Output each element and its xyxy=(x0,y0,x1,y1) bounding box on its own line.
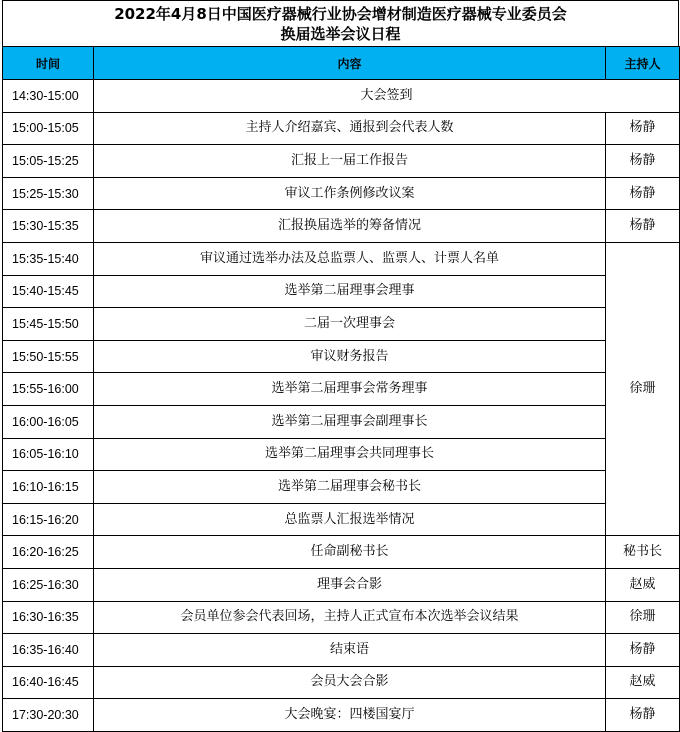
row-content: 汇报上一届工作报告 xyxy=(94,145,606,178)
row-time: 16:15-16:20 xyxy=(3,503,94,536)
row-time: 17:30-20:30 xyxy=(3,699,94,732)
row-time: 15:35-15:40 xyxy=(3,242,94,275)
row-host: 杨静 xyxy=(606,634,680,667)
row-time: 16:00-16:05 xyxy=(3,405,94,438)
table-row xyxy=(3,601,680,634)
row-time: 15:25-15:30 xyxy=(3,177,94,210)
row-content: 会员单位参会代表回场，主持人正式宣布本次选举会议结果 xyxy=(94,601,606,634)
table-row xyxy=(3,503,680,536)
row-content: 选举第二届理事会共同理事长 xyxy=(94,438,606,471)
title-line-2: 换届选举会议日程 xyxy=(280,24,401,43)
row-content: 选举第二届理事会理事 xyxy=(94,275,606,308)
header-content: 内容 xyxy=(94,47,606,80)
row-time: 15:45-15:50 xyxy=(3,308,94,341)
row-host: 杨静 xyxy=(606,210,680,243)
agenda-sheet xyxy=(2,0,679,732)
table-row xyxy=(3,112,680,145)
header-row xyxy=(3,47,680,80)
row-host: 秘书长 xyxy=(606,536,680,569)
table-row xyxy=(3,210,680,243)
table-row xyxy=(3,340,680,373)
row-time: 16:40-16:45 xyxy=(3,666,94,699)
row-content: 理事会合影 xyxy=(94,568,606,601)
row-content: 大会晚宴：四楼国宴厅 xyxy=(94,699,606,732)
row-content: 总监票人汇报选举情况 xyxy=(94,503,606,536)
row-content: 汇报换届选举的筹备情况 xyxy=(94,210,606,243)
row-content: 会员大会合影 xyxy=(94,666,606,699)
table-row xyxy=(3,405,680,438)
row-content: 任命副秘书长 xyxy=(94,536,606,569)
row-time: 16:10-16:15 xyxy=(3,471,94,504)
row-time: 16:35-16:40 xyxy=(3,634,94,667)
row-content: 审议通过选举办法及总监票人、监票人、计票人名单 xyxy=(94,242,606,275)
row-content: 主持人介绍嘉宾、通报到会代表人数 xyxy=(94,112,606,145)
table-row xyxy=(3,568,680,601)
row-host: 杨静 xyxy=(606,145,680,178)
row-content: 二届一次理事会 xyxy=(94,308,606,341)
row-host: 杨静 xyxy=(606,699,680,732)
table-row xyxy=(3,308,680,341)
table-row xyxy=(3,80,680,113)
table-row xyxy=(3,242,680,275)
row-content: 选举第二届理事会副理事长 xyxy=(94,405,606,438)
row-time: 15:50-15:55 xyxy=(3,340,94,373)
agenda-table xyxy=(2,46,680,732)
header-time: 时间 xyxy=(3,47,94,80)
title-line-1: 2022年4月8日中国医疗器械行业协会增材制造医疗器械专业委员会 xyxy=(114,4,567,23)
table-row xyxy=(3,634,680,667)
row-host: 徐珊 xyxy=(606,601,680,634)
row-time: 15:55-16:00 xyxy=(3,373,94,406)
table-row xyxy=(3,373,680,406)
row-time: 15:05-15:25 xyxy=(3,145,94,178)
row-time: 14:30-15:00 xyxy=(3,80,94,113)
row-host: 杨静 xyxy=(606,177,680,210)
table-row xyxy=(3,438,680,471)
row-host-merged: 徐珊 xyxy=(606,242,680,535)
row-time: 15:30-15:35 xyxy=(3,210,94,243)
row-content: 审议工作条例修改议案 xyxy=(94,177,606,210)
table-row xyxy=(3,471,680,504)
row-time: 16:25-16:30 xyxy=(3,568,94,601)
row-host: 赵威 xyxy=(606,666,680,699)
row-host: 杨静 xyxy=(606,112,680,145)
row-time: 15:00-15:05 xyxy=(3,112,94,145)
row-time: 16:30-16:35 xyxy=(3,601,94,634)
table-row xyxy=(3,177,680,210)
header-host: 主持人 xyxy=(606,47,680,80)
row-content: 大会签到 xyxy=(94,80,680,113)
row-time: 15:40-15:45 xyxy=(3,275,94,308)
row-host: 赵威 xyxy=(606,568,680,601)
row-time: 16:20-16:25 xyxy=(3,536,94,569)
row-time: 16:05-16:10 xyxy=(3,438,94,471)
table-row xyxy=(3,275,680,308)
row-content: 选举第二届理事会常务理事 xyxy=(94,373,606,406)
row-content: 选举第二届理事会秘书长 xyxy=(94,471,606,504)
document-title xyxy=(2,0,679,46)
row-content: 审议财务报告 xyxy=(94,340,606,373)
table-row xyxy=(3,145,680,178)
table-row xyxy=(3,699,680,732)
row-content: 结束语 xyxy=(94,634,606,667)
table-row xyxy=(3,666,680,699)
table-row xyxy=(3,536,680,569)
